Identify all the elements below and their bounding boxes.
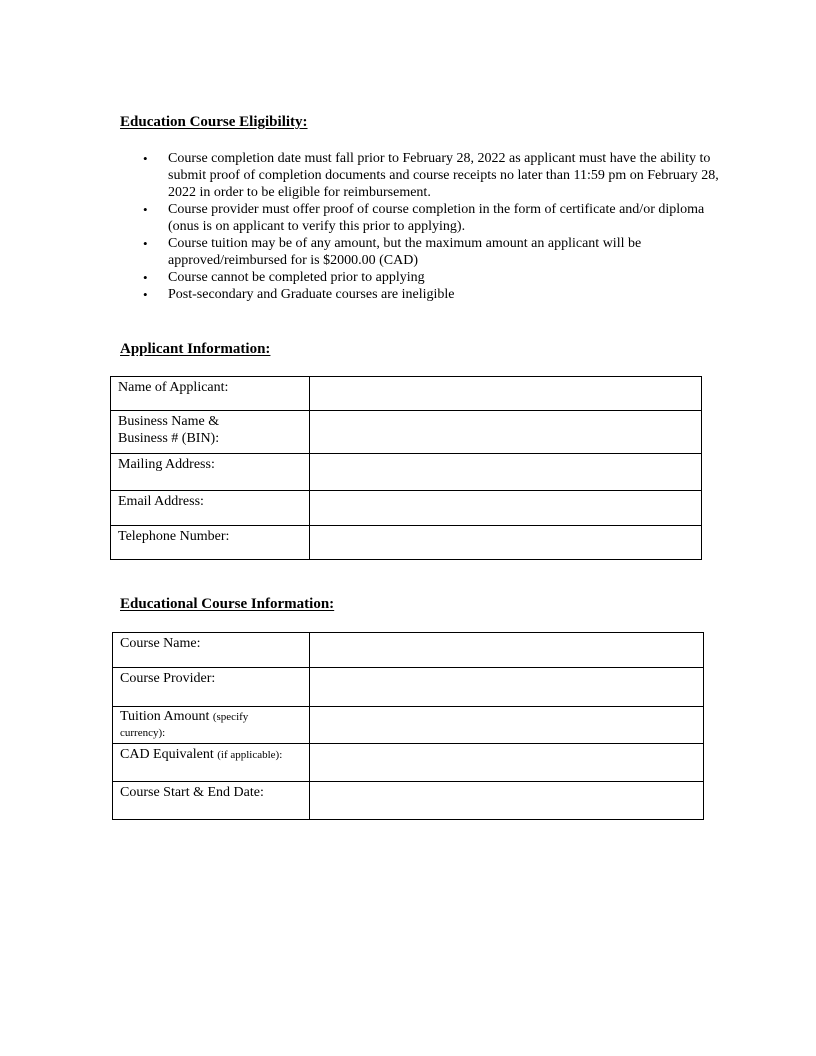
table-row bbox=[113, 668, 704, 707]
table-row bbox=[111, 526, 702, 560]
course-dates-label: Course Start & End Date: bbox=[113, 782, 310, 820]
course-dates-field[interactable] bbox=[310, 782, 704, 820]
cad-equivalent-field[interactable] bbox=[310, 744, 704, 782]
applicant-name-field[interactable] bbox=[310, 377, 702, 411]
course-provider-field[interactable] bbox=[310, 668, 704, 707]
table-row bbox=[111, 411, 702, 454]
applicant-table bbox=[110, 376, 702, 560]
applicant-heading: Applicant Information: bbox=[120, 341, 271, 357]
course-name-label: Course Name: bbox=[113, 633, 310, 668]
email-address-field[interactable] bbox=[310, 491, 702, 526]
eligibility-list bbox=[120, 150, 738, 303]
list-item: • Course cannot be completed prior to applying bbox=[168, 269, 738, 286]
mailing-address-label: Mailing Address: bbox=[111, 454, 310, 491]
mailing-address-field[interactable] bbox=[310, 454, 702, 491]
table-row bbox=[113, 744, 704, 782]
table-row bbox=[111, 491, 702, 526]
list-item: • Course tuition may be of any amount, but the maximum amount an applicant will be approved/reimbursed for is $2000.00 (CAD) bbox=[168, 235, 738, 269]
list-item: • Course provider must offer proof of course completion in the form of certificate and/or diploma (onus is on applicant to verify this prior to applying). bbox=[168, 201, 738, 235]
course-table bbox=[112, 632, 704, 820]
cad-equivalent-label: CAD Equivalent (if applicable): bbox=[113, 744, 310, 782]
table-row bbox=[113, 782, 704, 820]
email-address-label: Email Address: bbox=[111, 491, 310, 526]
telephone-number-field[interactable] bbox=[310, 526, 702, 560]
course-heading: Educational Course Information: bbox=[120, 596, 335, 612]
telephone-number-label: Telephone Number: bbox=[111, 526, 310, 560]
tuition-amount-label: Tuition Amount (specify currency): bbox=[113, 707, 310, 744]
list-item: • Course completion date must fall prior to February 28, 2022 as applicant must have the ability to submit proof of completion documents and course receipts no later than 11:59 pm on February 28, 2022 in order to be eligible for reimbursement. bbox=[168, 150, 738, 201]
eligibility-heading: Education Course Eligibility: bbox=[120, 114, 308, 130]
table-row bbox=[113, 633, 704, 668]
table-row bbox=[111, 454, 702, 491]
course-provider-label: Course Provider: bbox=[113, 668, 310, 707]
applicant-name-label: Name of Applicant: bbox=[111, 377, 310, 411]
list-item: • Post-secondary and Graduate courses are ineligible bbox=[168, 286, 738, 303]
table-row bbox=[111, 377, 702, 411]
course-name-field[interactable] bbox=[310, 633, 704, 668]
table-row bbox=[113, 707, 704, 744]
business-name-label: Business Name & Business # (BIN): bbox=[111, 411, 310, 454]
tuition-amount-field[interactable] bbox=[310, 707, 704, 744]
business-name-field[interactable] bbox=[310, 411, 702, 454]
